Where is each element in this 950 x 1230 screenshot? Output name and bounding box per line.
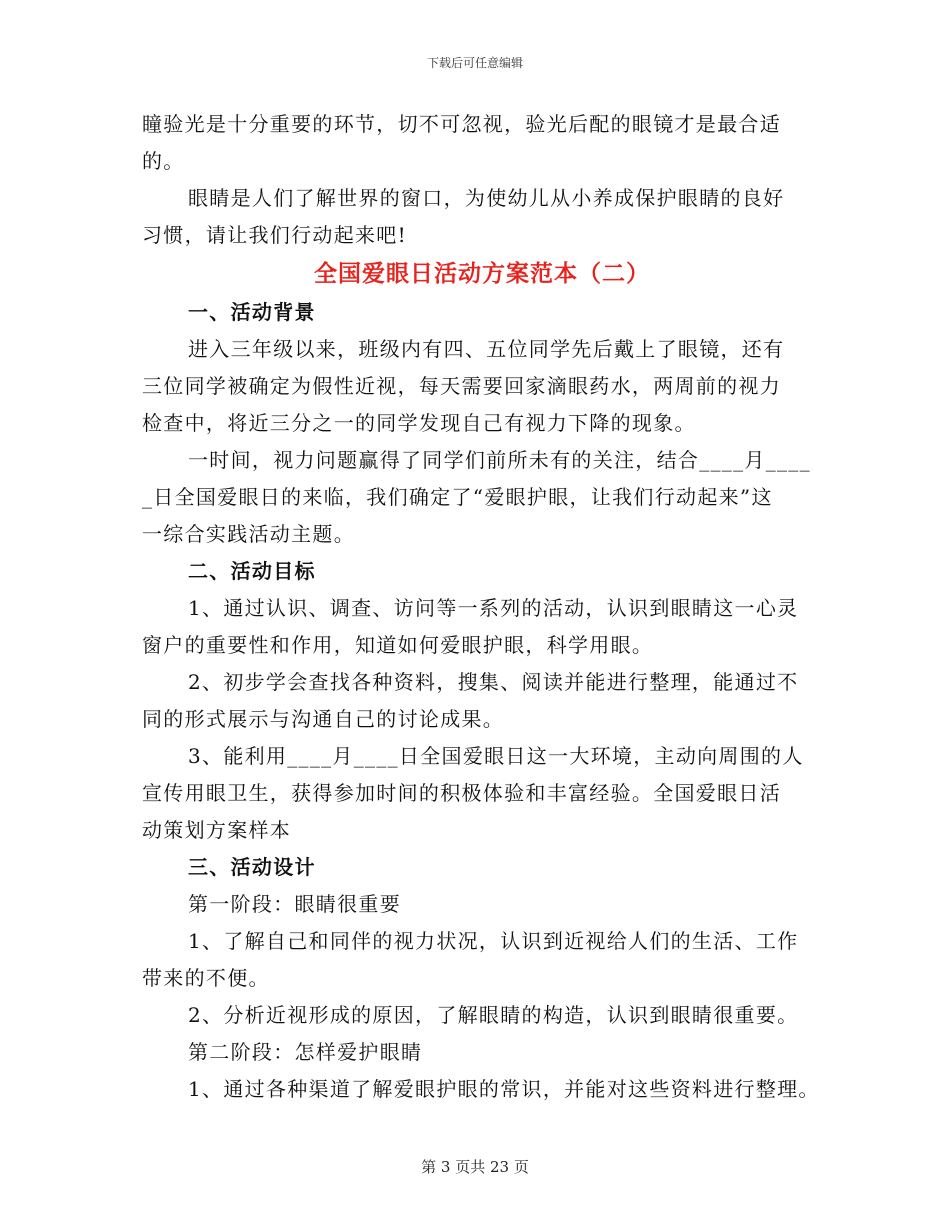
- page-number: 第 3 页共 23 页: [421, 1158, 529, 1176]
- body-line: 窗户的重要性和作用，知道如何爱眼护眼，科学用眼。: [142, 633, 654, 657]
- body-line: 检查中，将近三分之一的同学发现自己有视力下降的现象。: [142, 411, 696, 435]
- body-line: 动策划方案样本: [142, 818, 292, 842]
- stage-heading: 第二阶段：怎样爱护眼睛: [188, 1040, 423, 1064]
- body-line: 一综合实践活动主题。: [142, 522, 355, 546]
- section-heading: 二、活动目标: [188, 559, 316, 583]
- document-title: 全国爱眼日活动方案范本（二）: [314, 260, 650, 287]
- document-body: [142, 106, 822, 1108]
- body-line: 瞳验光是十分重要的环节，切不可忽视，验光后配的眼镜才是最合适: [142, 112, 781, 136]
- body-line: 三位同学被确定为假性近视，每天需要回家滴眼药水，两周前的视力: [142, 374, 781, 398]
- body-line: 的。: [142, 149, 185, 173]
- section-heading: 一、活动背景: [188, 300, 316, 324]
- body-line: 带来的不便。: [142, 966, 270, 990]
- body-line: 1、通过各种渠道了解爱眼护眼的常识，并能对这些资料进行整理。: [188, 1077, 820, 1101]
- body-line: 习惯，请让我们行动起来吧!: [142, 223, 407, 247]
- body-line: 2、初步学会查找各种资料，搜集、阅读并能进行整理，能通过不: [188, 670, 799, 694]
- header-note: 下载后可任意编辑: [426, 56, 523, 70]
- body-line: 一时间，视力问题赢得了同学们前所未有的关注，结合____月____: [188, 448, 811, 472]
- body-line: 眼睛是人们了解世界的窗口，为使幼儿从小养成保护眼睛的良好: [188, 186, 785, 210]
- section-heading: 三、活动设计: [188, 855, 316, 879]
- body-line: 同的形式展示与沟通自己的讨论成果。: [142, 707, 505, 731]
- body-line: 宣传用眼卫生，获得参加时间的积极体验和丰富经验。全国爱眼日活: [142, 781, 781, 805]
- body-line: _日全国爱眼日的来临，我们确定了“爱眼护眼，让我们行动起来”这: [142, 485, 773, 509]
- stage-heading: 第一阶段：眼睛很重要: [188, 892, 401, 916]
- body-line: 3、能利用____月____日全国爱眼日这一大环境，主动向周围的人: [188, 744, 804, 768]
- body-line: 1、通过认识、调查、访问等一系列的活动，认识到眼睛这一心灵: [188, 596, 799, 620]
- body-line: 2、分析近视形成的原因，了解眼睛的构造，认识到眼睛很重要。: [188, 1003, 799, 1027]
- body-line: 进入三年级以来，班级内有四、五位同学先后戴上了眼镜，还有: [188, 337, 785, 361]
- body-line: 1、了解自己和同伴的视力状况，认识到近视给人们的生活、工作: [188, 929, 799, 953]
